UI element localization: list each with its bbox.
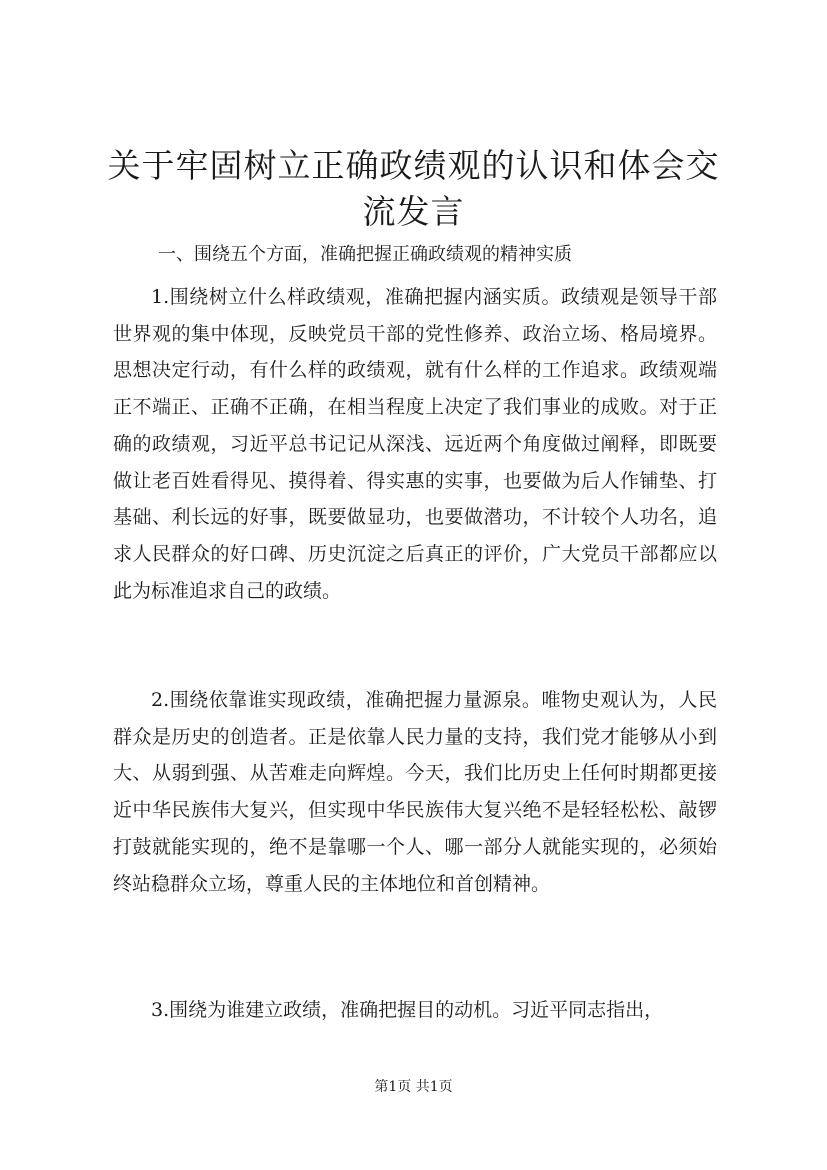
paragraph-2: 2.围绕依靠谁实现政绩，准确把握力量源泉。唯物史观认为，人民群众是历史的创造者。正是依靠人民力量的支持，我们党才能够从小到大、从弱到强、从苦难走向辉煌。今天，我们比历史上任何时期都更接近中华民族伟大复兴，但实现中华民族伟大复兴绝不是轻轻松松、敲锣打鼓就能实现的，绝不是靠哪一个人、哪一部分人就能实现的，必须始终站稳群众立场，尊重人民的主体地位和首创精神。 [113, 689, 717, 895]
section-heading: 一、围绕五个方面，准确把握正确政绩观的精神实质 [158, 244, 572, 265]
page-footer: 第1页 共1页 [374, 1079, 453, 1095]
paragraph-3: 3.围绕为谁建立政绩，准确把握目的动机。习近平同志指出， [151, 999, 664, 1021]
paragraph-1: 1.围绕树立什么样政绩观，准确把握内涵实质。政绩观是领导干部世界观的集中体现，反映党员干部的党性修养、政治立场、格局境界。思想决定行动，有什么样的政绩观，就有什么样的工作追求。政绩观端正不端正、正确不正确，在相当程度上决定了我们事业的成败。对于正确的政绩观，习近平总书记记从深浅、远近两个角度做过阐释，即既要做让老百姓看得见、摸得着、得实惠的实事，也要做为后人作铺垫、打基础、利长远的好事，既要做显功，也要做潜功，不计较个人功名，追求人民群众的好口碑、历史沉淀之后真正的评价，广大党员干部都应以此为标准追求自己的政绩。 [113, 286, 717, 602]
document-title: 关于牢固树立正确政绩观的认识和体会交流发言 [107, 146, 720, 231]
